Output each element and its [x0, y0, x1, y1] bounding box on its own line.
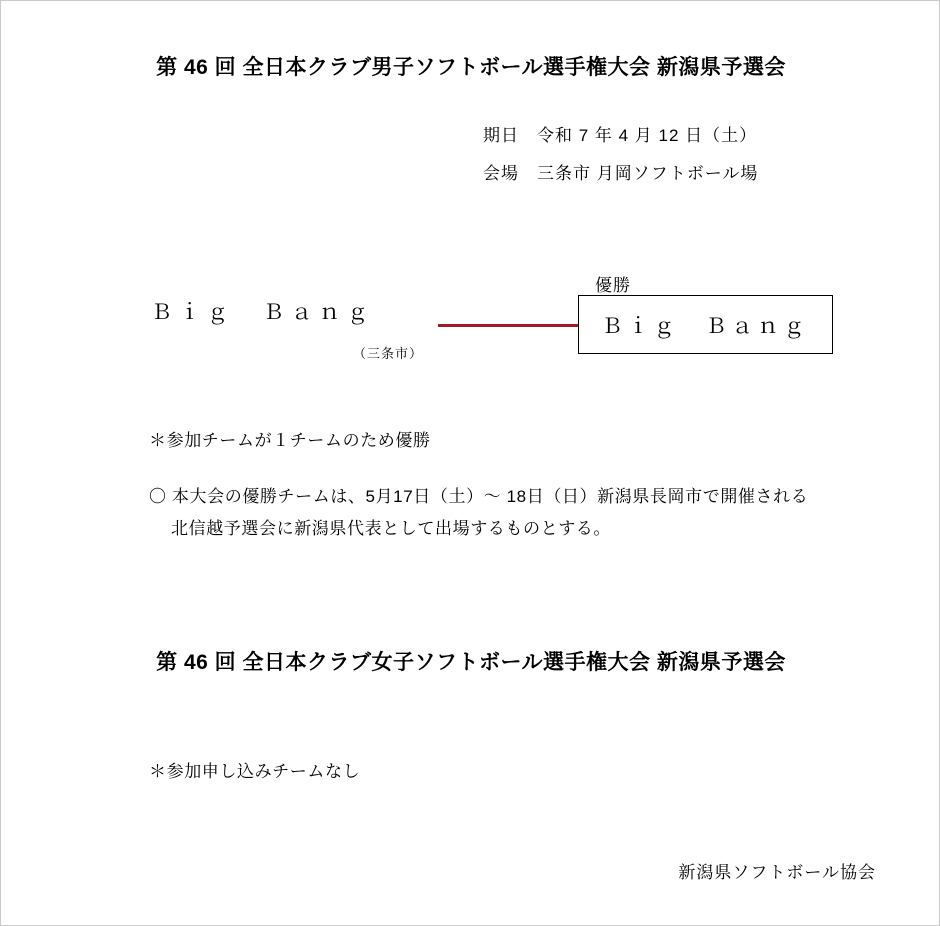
champion-label: 優勝 [595, 276, 631, 295]
mens-tournament-title: 第 46 回 全日本クラブ男子ソフトボール選手権大会 新潟県予選会 [156, 56, 786, 79]
champion-team-name: Ｂｉｇ Ｂａｎｇ [601, 314, 810, 338]
mens-note-advancement [149, 481, 869, 546]
mens-note-advancement-line-1: 〇 本大会の優勝チームは、5月17日（土）～ 18日（日）新潟県長岡市で開催される [149, 487, 809, 506]
tournament-bracket [1, 266, 940, 376]
event-date-line: 期日 令和 7 年 4 月 12 日（土） [483, 126, 758, 145]
bracket-team-city: （三条市） [353, 346, 424, 361]
event-venue-line: 会場 三条市 月岡ソフトボール場 [483, 164, 759, 183]
womens-tournament-title: 第 46 回 全日本クラブ女子ソフトボール選手権大会 新潟県予選会 [156, 651, 786, 674]
womens-note-no-entries: ＊参加申し込みチームなし [149, 762, 361, 781]
bracket-connector-line [438, 324, 579, 327]
mens-note-advancement-line-2: 北信越予選会に新潟県代表として出場するものとする。 [171, 519, 611, 539]
mens-note-single-team: ＊参加チームが１チームのため優勝 [149, 431, 431, 450]
footer-organization: 新潟県ソフトボール協会 [678, 863, 876, 882]
champion-box [578, 295, 833, 354]
bracket-team-name: Ｂｉｇ Ｂａｎｇ [151, 301, 375, 324]
